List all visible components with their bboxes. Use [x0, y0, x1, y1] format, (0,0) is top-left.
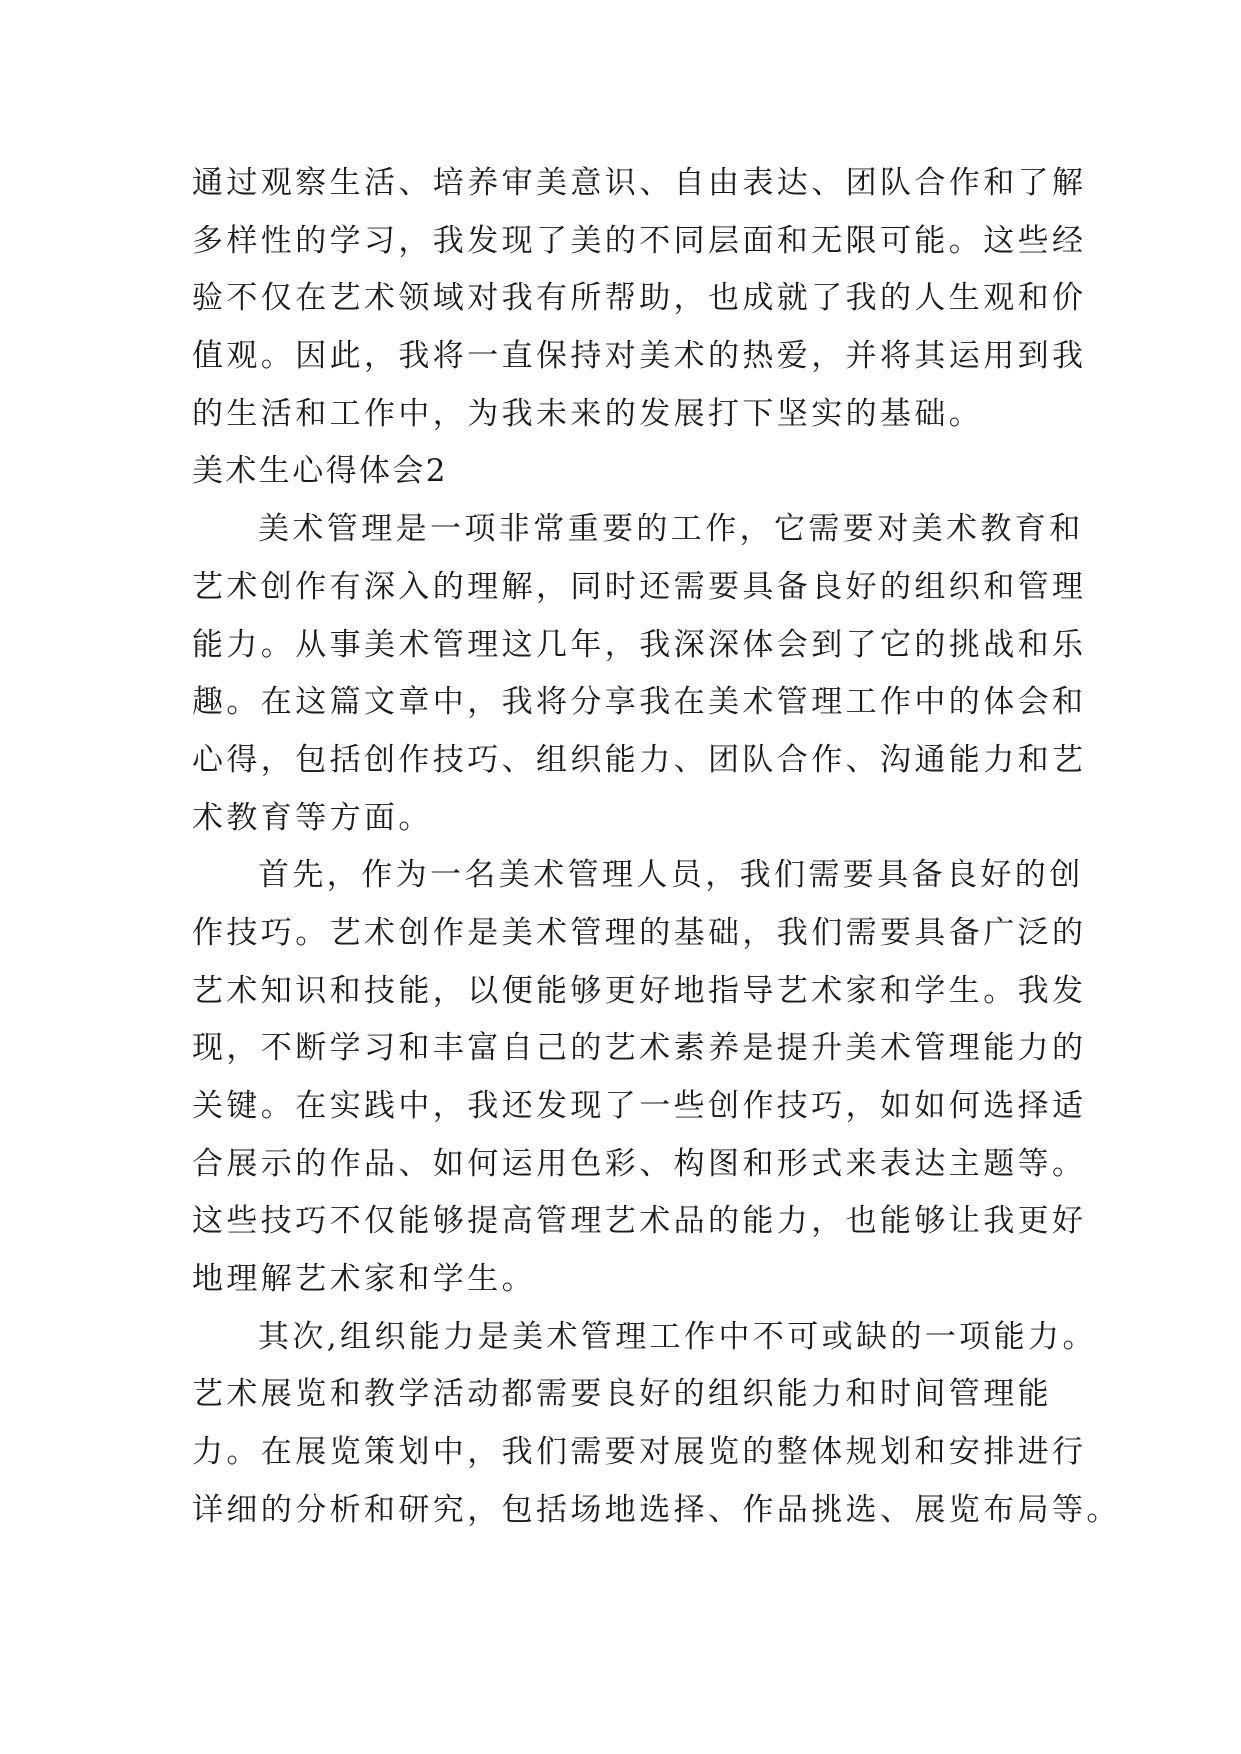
text-line: 多样性的学习，我发现了美的不同层面和无限可能。这些经	[192, 222, 1087, 259]
section-title: 美术生心得体会2	[192, 453, 448, 490]
paragraph-organization	[192, 1309, 1121, 1540]
paragraph-creative-skills	[192, 847, 1087, 1309]
text-line: 验不仅在艺术领域对我有所帮助，也成就了我的人生观和价	[192, 280, 1087, 317]
text-line: 通过观察生活、培养审美意识、自由表达、团队合作和了解	[192, 165, 1087, 201]
text-line: 的生活和工作中，为我未来的发展打下坚实的基础。	[192, 395, 984, 432]
text-line: 艺术知识和技能，以便能够更好地指导艺术家和学生。我发	[192, 972, 1087, 1009]
text-line: 美术管理是一项非常重要的工作，它需要对美术教育和	[258, 511, 1084, 548]
text-line: 值观。因此，我将一直保持对美术的热爱，并将其运用到我	[192, 338, 1087, 375]
text-line: 艺术创作有深入的理解，同时还需要具备良好的组织和管理	[192, 568, 1087, 605]
text-line: 关键。在实践中，我还发现了一些创作技巧，如如何选择适	[192, 1088, 1087, 1124]
text-line: 术教育等方面。	[192, 799, 433, 836]
text-line: 首先，作为一名美术管理人员，我们需要具备良好的创	[258, 857, 1084, 894]
text-line: 这些技巧不仅能够提高管理艺术品的能力，也能够让我更好	[192, 1203, 1087, 1240]
text-line: 能力。从事美术管理这几年，我深深体会到了它的挑战和乐	[192, 626, 1087, 663]
paragraph-intro	[192, 501, 1087, 847]
document-body	[192, 155, 1121, 1540]
text-line: 艺术展览和教学活动都需要良好的组织能力和时间管理能	[192, 1376, 1052, 1413]
text-line: 合展示的作品、如何运用色彩、构图和形式来表达主题等。	[192, 1145, 1087, 1182]
text-line: 其次,组织能力是美术管理工作中不可或缺的一项能力。	[258, 1318, 1097, 1355]
text-line: 现，不断学习和丰富自己的艺术素养是提升美术管理能力的	[192, 1030, 1087, 1067]
previous-paragraph	[192, 155, 1087, 443]
text-line: 地理解艺术家和学生。	[192, 1261, 536, 1298]
text-line: 力。在展览策划中，我们需要对展览的整体规划和安排进行	[192, 1434, 1087, 1471]
text-line: 心得，包括创作技巧、组织能力、团队合作、沟通能力和艺	[192, 741, 1087, 778]
text-line: 详细的分析和研究，包括场地选择、作品挑选、展览布局等。	[192, 1491, 1121, 1528]
text-line: 趣。在这篇文章中，我将分享我在美术管理工作中的体会和	[192, 684, 1087, 721]
text-line: 作技巧。艺术创作是美术管理的基础，我们需要具备广泛的	[192, 914, 1087, 951]
